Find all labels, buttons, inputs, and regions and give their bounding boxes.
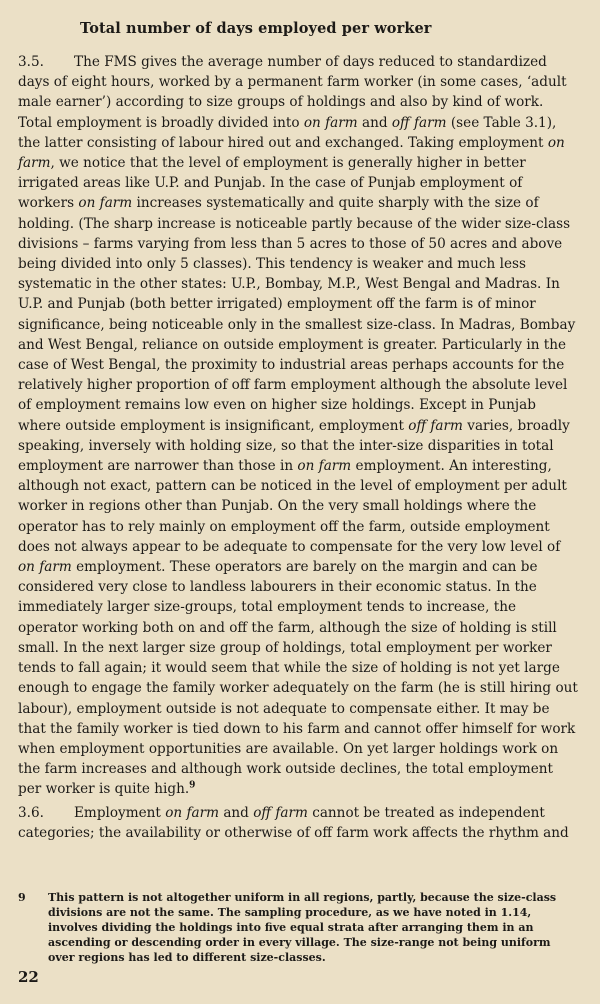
italic-term: off farm [408, 417, 463, 434]
text-run: and [357, 114, 392, 131]
paragraph-number: 3.6. [18, 805, 44, 821]
text-run: , we notice that the level of employment is generally higher in better irrigated areas like U.P. and Punjab. In the case of Punjab employment of workers [18, 155, 526, 212]
text-run: employment. An interesting, although not exact, pattern can be noticed in the level of employment per adult worker in regions other than Punjab. On the very small holdings where the operator has to rely mainly on employment off the farm, outside employment does not always appear to be adequate to compensate for the very low level of [18, 458, 567, 555]
paragraph-body [18, 805, 569, 841]
italic-term: off farm [253, 805, 308, 821]
italic-term: on farm [303, 114, 358, 131]
paragraph-body [18, 54, 578, 797]
text-run: The FMS gives the average number of days reduced to standardized days of eight hours, worked by a permanent farm worker (in some cases, ‘adult male earner’) according to size groups of holdings and also by kind of work. Total employment is broadly divided into [18, 54, 567, 131]
text-run: Employment [74, 805, 166, 821]
paragraph-number: 3.5. [18, 54, 44, 70]
paragraph-3-6 [18, 803, 578, 843]
text-run: employment. These operators are barely on the margin and can be considered very close to landless labourers in their economic status. In the immediately larger size-groups, total employment tends to increase, the operator working both on and off the farm, although the size of holding is still small. In the next larger size group of holdings, total employment per worker tends to fall again; it would seem that while the size of holding is not yet large enough to engage the family worker adequately on the farm (he is still hiring out labour), employment outside is not adequate to compensate either. It may be that the family worker is tied down to his farm and cannot offer himself for work when employment opportunities are available. On yet larger holdings work on the farm increases and although work outside declines, the total employment per worker is quite high. [18, 559, 578, 798]
text-run: increases systematically and quite sharply with the size of holding. (The sharp increase is noticeable partly because of the wider size-class divisions – farms varying from less than 5 acres to those of 50 acres and above being divided into only 5 classes). This tendency is weaker and much less systematic in the other states: U.P., Bombay, M.P., West Bengal and Madras. In U.P. and Punjab (both better irrigated) employment off the farm is of minor significance, being noticeable only in the smallest size-class. In Madras, Bombay and West Bengal, reliance on outside employment is greater. Particularly in the case of West Bengal, the proximity to industrial areas perhaps accounts for the relatively higher proportion of off farm employment although the absolute level of employment remains low even on higher size holdings. Except in Punjab where outside employment is insignificant, employment [18, 195, 576, 434]
italic-term: on farm [297, 458, 352, 475]
italic-term: on farm [18, 134, 565, 172]
page-number: 22 [18, 968, 39, 986]
italic-term: on farm [78, 195, 133, 212]
text-run: varies, broadly speaking, inversely with holding size, so that the inter-size disparities in total employment are narrower than those in [18, 417, 570, 475]
footnote-reference[interactable]: 9 [189, 780, 196, 791]
section-heading: Total number of days employed per worker [80, 20, 432, 37]
italic-term: off farm [391, 114, 447, 131]
footnote-number: 9 [18, 891, 26, 904]
italic-term: on farm [18, 559, 72, 576]
text-run: cannot be treated as independent categories; the availability or otherwise of off farm work affects the rhythm and [18, 805, 569, 842]
text-run: (see Table 3.1), the latter consisting of labour hired out and exchanged. Taking employment [18, 114, 557, 151]
paragraph-3-5 [18, 52, 578, 800]
text-run: and [219, 805, 254, 821]
italic-term: on farm [165, 805, 219, 821]
footnote-text: This pattern is not altogether uniform in all regions, partly, because the size-class divisions are not the same. The sampling procedure, as we have noted in 1.14, involves dividing the holdings into five equal strata after arranging them in an ascending or descending order in every village. The size-range not being uniform over regions has led to different size-classes. [48, 891, 557, 964]
footnote [18, 890, 578, 965]
